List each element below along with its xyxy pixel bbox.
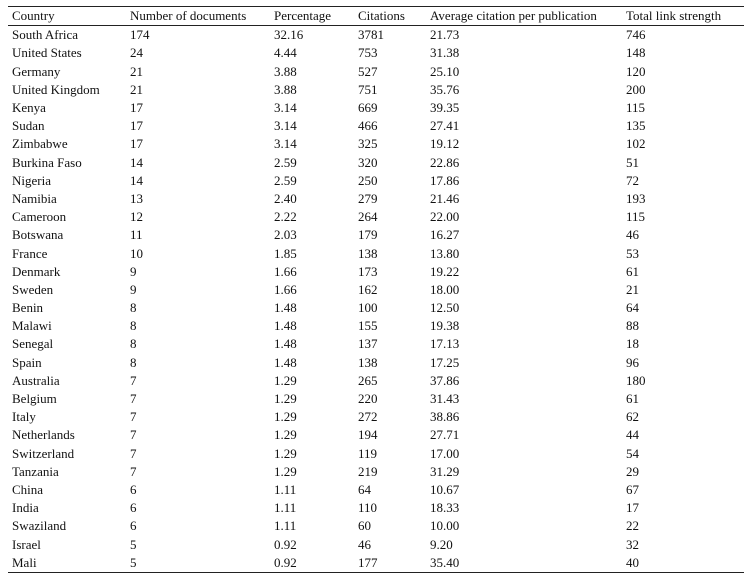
cell-percentage: 1.48 (274, 300, 297, 316)
table-row (8, 481, 744, 499)
cell-number-of-documents: 17 (130, 118, 143, 134)
header-percentage: Percentage (270, 7, 354, 26)
cell-percentage: 2.40 (274, 190, 297, 206)
cell-citations: 219 (358, 463, 378, 479)
table-row (8, 372, 744, 390)
cell-total-link-strength: 44 (626, 427, 639, 443)
cell-total-link-strength: 96 (626, 354, 639, 370)
table-row (8, 426, 744, 444)
table-row (8, 517, 744, 535)
cell-citations: 272 (358, 409, 378, 425)
cell-average-citation: 17.86 (430, 172, 460, 188)
cell-citations: 250 (358, 172, 378, 188)
cell-total-link-strength: 61 (626, 263, 639, 279)
cell-number-of-documents: 17 (130, 100, 143, 116)
cell-total-link-strength: 21 (626, 281, 639, 297)
cell-citations: 110 (358, 500, 378, 516)
cell-total-link-strength: 193 (626, 190, 646, 206)
table-row (8, 81, 744, 99)
cell-average-citation: 16.27 (430, 227, 460, 243)
cell-average-citation: 25.10 (430, 63, 460, 79)
cell-average-citation: 18.00 (430, 281, 460, 297)
cell-citations: 527 (358, 63, 378, 79)
cell-citations: 3781 (358, 27, 384, 43)
cell-total-link-strength: 115 (626, 209, 646, 225)
cell-citations: 60 (358, 518, 371, 534)
header-total-link-strength: Total link strength (622, 7, 744, 26)
cell-number-of-documents: 8 (130, 300, 137, 316)
cell-average-citation: 17.25 (430, 354, 460, 370)
country-table-container (8, 6, 744, 573)
cell-number-of-documents: 14 (130, 154, 143, 170)
cell-average-citation: 12.50 (430, 300, 460, 316)
table-row (8, 299, 744, 317)
cell-percentage: 1.11 (274, 518, 297, 534)
cell-average-citation: 31.43 (430, 391, 460, 407)
cell-percentage: 1.29 (274, 372, 297, 388)
cell-percentage: 1.48 (274, 318, 297, 334)
cell-total-link-strength: 746 (626, 27, 646, 43)
header-average-citation: Average citation per publication (426, 7, 622, 26)
table-row (8, 63, 744, 81)
cell-country: China (12, 481, 44, 497)
cell-country: Australia (12, 372, 60, 388)
cell-number-of-documents: 7 (130, 409, 137, 425)
cell-average-citation: 22.00 (430, 209, 460, 225)
table-row (8, 244, 744, 262)
cell-country: Zimbabwe (12, 136, 68, 152)
cell-number-of-documents: 8 (130, 336, 137, 352)
cell-total-link-strength: 120 (626, 63, 646, 79)
cell-country: India (12, 500, 39, 516)
cell-percentage: 3.14 (274, 100, 297, 116)
cell-citations: 119 (358, 445, 378, 461)
cell-number-of-documents: 12 (130, 209, 143, 225)
cell-number-of-documents: 13 (130, 190, 143, 206)
cell-percentage: 2.22 (274, 209, 297, 225)
cell-country: Namibia (12, 190, 57, 206)
cell-percentage: 1.29 (274, 427, 297, 443)
table-body (8, 26, 744, 573)
cell-total-link-strength: 22 (626, 518, 639, 534)
cell-citations: 177 (354, 554, 426, 573)
cell-number-of-documents: 9 (130, 281, 137, 297)
cell-total-link-strength: 18 (626, 336, 639, 352)
cell-citations: 279 (358, 190, 378, 206)
cell-percentage: 0.92 (274, 536, 297, 552)
cell-citations: 100 (358, 300, 378, 316)
table-row (8, 463, 744, 481)
cell-total-link-strength: 17 (626, 500, 639, 516)
cell-total-link-strength: 88 (626, 318, 639, 334)
cell-country: Senegal (12, 336, 54, 352)
table-row (8, 335, 744, 353)
cell-country: Benin (12, 300, 44, 316)
cell-percentage: 2.03 (274, 227, 297, 243)
cell-total-link-strength: 54 (626, 445, 639, 461)
cell-country: Burkina Faso (12, 154, 82, 170)
cell-country: Botswana (12, 227, 64, 243)
cell-citations: 179 (358, 227, 378, 243)
cell-country: Denmark (12, 263, 61, 279)
header-country: Country (8, 7, 126, 26)
cell-average-citation: 38.86 (430, 409, 460, 425)
cell-average-citation: 27.41 (430, 118, 460, 134)
cell-citations: 265 (358, 372, 378, 388)
cell-total-link-strength: 115 (626, 100, 646, 116)
cell-country: Tanzania (12, 463, 59, 479)
cell-country: Sweden (12, 281, 54, 297)
cell-country: United Kingdom (12, 81, 100, 97)
cell-total-link-strength: 29 (626, 463, 639, 479)
table-row (8, 208, 744, 226)
cell-citations: 138 (358, 245, 378, 261)
cell-citations: 325 (358, 136, 378, 152)
table-row (8, 172, 744, 190)
cell-number-of-documents: 5 (126, 554, 270, 573)
cell-number-of-documents: 6 (130, 481, 137, 497)
cell-citations: 751 (358, 81, 378, 97)
cell-country: Switzerland (12, 445, 75, 461)
cell-percentage: 3.88 (274, 63, 297, 79)
cell-number-of-documents: 14 (130, 172, 143, 188)
cell-citations: 155 (358, 318, 378, 334)
cell-total-link-strength: 200 (626, 81, 646, 97)
cell-total-link-strength: 135 (626, 118, 646, 134)
cell-average-citation: 18.33 (430, 500, 460, 516)
cell-number-of-documents: 174 (130, 27, 150, 43)
cell-percentage: 1.29 (274, 463, 297, 479)
cell-average-citation: 37.86 (430, 372, 460, 388)
cell-total-link-strength: 72 (626, 172, 639, 188)
table-row (8, 135, 744, 153)
cell-number-of-documents: 7 (130, 372, 137, 388)
cell-percentage: 1.11 (274, 500, 297, 516)
cell-country: Kenya (12, 100, 46, 116)
cell-percentage: 4.44 (274, 45, 297, 61)
cell-citations: 64 (358, 481, 371, 497)
cell-percentage: 1.29 (274, 445, 297, 461)
cell-average-citation: 39.35 (430, 100, 460, 116)
cell-country: Sudan (12, 118, 45, 134)
cell-average-citation: 31.29 (430, 463, 460, 479)
cell-percentage: 2.59 (274, 172, 297, 188)
cell-total-link-strength: 62 (626, 409, 639, 425)
cell-citations: 320 (358, 154, 378, 170)
cell-number-of-documents: 8 (130, 354, 137, 370)
table-row (8, 44, 744, 62)
cell-average-citation: 13.80 (430, 245, 460, 261)
cell-country: Germany (12, 63, 61, 79)
cell-country: Israel (12, 536, 41, 552)
cell-percentage: 32.16 (274, 27, 304, 43)
cell-citations: 194 (358, 427, 378, 443)
cell-average-citation: 27.71 (430, 427, 460, 443)
table-row (8, 535, 744, 553)
cell-percentage: 3.14 (274, 118, 297, 134)
cell-total-link-strength: 148 (626, 45, 646, 61)
table-row (8, 408, 744, 426)
cell-citations: 264 (358, 209, 378, 225)
table-row (8, 226, 744, 244)
cell-country: Netherlands (12, 427, 75, 443)
table-row (8, 281, 744, 299)
table-row (8, 354, 744, 372)
cell-percentage: 1.29 (274, 391, 297, 407)
cell-citations: 466 (358, 118, 378, 134)
header-citations: Citations (354, 7, 426, 26)
cell-number-of-documents: 21 (130, 81, 143, 97)
cell-total-link-strength: 46 (626, 227, 639, 243)
cell-country: Italy (12, 409, 36, 425)
cell-average-citation: 17.00 (430, 445, 460, 461)
cell-number-of-documents: 7 (130, 391, 137, 407)
cell-percentage: 3.14 (274, 136, 297, 152)
cell-number-of-documents: 8 (130, 318, 137, 334)
cell-number-of-documents: 6 (130, 518, 137, 534)
cell-country: Cameroon (12, 209, 67, 225)
cell-number-of-documents: 7 (130, 445, 137, 461)
cell-average-citation: 10.00 (430, 518, 460, 534)
cell-country: South Africa (12, 27, 79, 43)
cell-country: Belgium (12, 391, 57, 407)
cell-percentage: 1.29 (274, 409, 297, 425)
cell-citations: 137 (358, 336, 378, 352)
cell-average-citation: 21.73 (430, 27, 460, 43)
cell-average-citation: 35.40 (426, 554, 622, 573)
cell-average-citation: 35.76 (430, 81, 460, 97)
table-row (8, 390, 744, 408)
cell-total-link-strength: 67 (626, 481, 639, 497)
cell-citations: 46 (358, 536, 371, 552)
cell-percentage: 1.11 (274, 481, 297, 497)
cell-percentage: 1.85 (274, 245, 297, 261)
cell-average-citation: 9.20 (430, 536, 453, 552)
table-row (8, 445, 744, 463)
cell-citations: 162 (358, 281, 378, 297)
cell-percentage: 0.92 (270, 554, 354, 573)
cell-total-link-strength: 53 (626, 245, 639, 261)
cell-number-of-documents: 24 (130, 45, 143, 61)
cell-country: United States (12, 45, 82, 61)
cell-country: Mali (8, 554, 126, 573)
table-row (8, 317, 744, 335)
cell-total-link-strength: 40 (622, 554, 744, 573)
cell-country: Malawi (12, 318, 52, 334)
cell-percentage: 3.88 (274, 81, 297, 97)
cell-country: France (12, 245, 48, 261)
cell-number-of-documents: 5 (130, 536, 137, 552)
cell-citations: 753 (358, 45, 378, 61)
table-row (8, 117, 744, 135)
cell-total-link-strength: 61 (626, 391, 639, 407)
cell-number-of-documents: 7 (130, 463, 137, 479)
cell-percentage: 2.59 (274, 154, 297, 170)
cell-total-link-strength: 180 (626, 372, 646, 388)
cell-average-citation: 21.46 (430, 190, 460, 206)
cell-average-citation: 19.12 (430, 136, 460, 152)
cell-total-link-strength: 32 (626, 536, 639, 552)
header-number-of-documents: Number of documents (126, 7, 270, 26)
table-header-row (8, 7, 744, 26)
cell-total-link-strength: 51 (626, 154, 639, 170)
cell-average-citation: 19.22 (430, 263, 460, 279)
table-row (8, 190, 744, 208)
table-row (8, 26, 744, 45)
cell-percentage: 1.66 (274, 263, 297, 279)
cell-percentage: 1.48 (274, 354, 297, 370)
cell-average-citation: 17.13 (430, 336, 460, 352)
cell-number-of-documents: 11 (130, 227, 143, 243)
cell-average-citation: 19.38 (430, 318, 460, 334)
cell-country: Spain (12, 354, 42, 370)
cell-citations: 138 (358, 354, 378, 370)
cell-percentage: 1.48 (274, 336, 297, 352)
cell-number-of-documents: 21 (130, 63, 143, 79)
cell-percentage: 1.66 (274, 281, 297, 297)
cell-country: Swaziland (12, 518, 67, 534)
table-row (8, 554, 744, 573)
cell-total-link-strength: 102 (626, 136, 646, 152)
cell-country: Nigeria (12, 172, 51, 188)
cell-average-citation: 10.67 (430, 481, 460, 497)
cell-average-citation: 22.86 (430, 154, 460, 170)
cell-citations: 173 (358, 263, 378, 279)
cell-number-of-documents: 10 (130, 245, 143, 261)
cell-number-of-documents: 17 (130, 136, 143, 152)
cell-total-link-strength: 64 (626, 300, 639, 316)
cell-number-of-documents: 9 (130, 263, 137, 279)
country-citation-table (8, 6, 744, 573)
cell-citations: 220 (358, 391, 378, 407)
cell-number-of-documents: 6 (130, 500, 137, 516)
cell-average-citation: 31.38 (430, 45, 460, 61)
cell-citations: 669 (358, 100, 378, 116)
table-row (8, 154, 744, 172)
cell-number-of-documents: 7 (130, 427, 137, 443)
table-row (8, 499, 744, 517)
table-row (8, 99, 744, 117)
table-row (8, 263, 744, 281)
